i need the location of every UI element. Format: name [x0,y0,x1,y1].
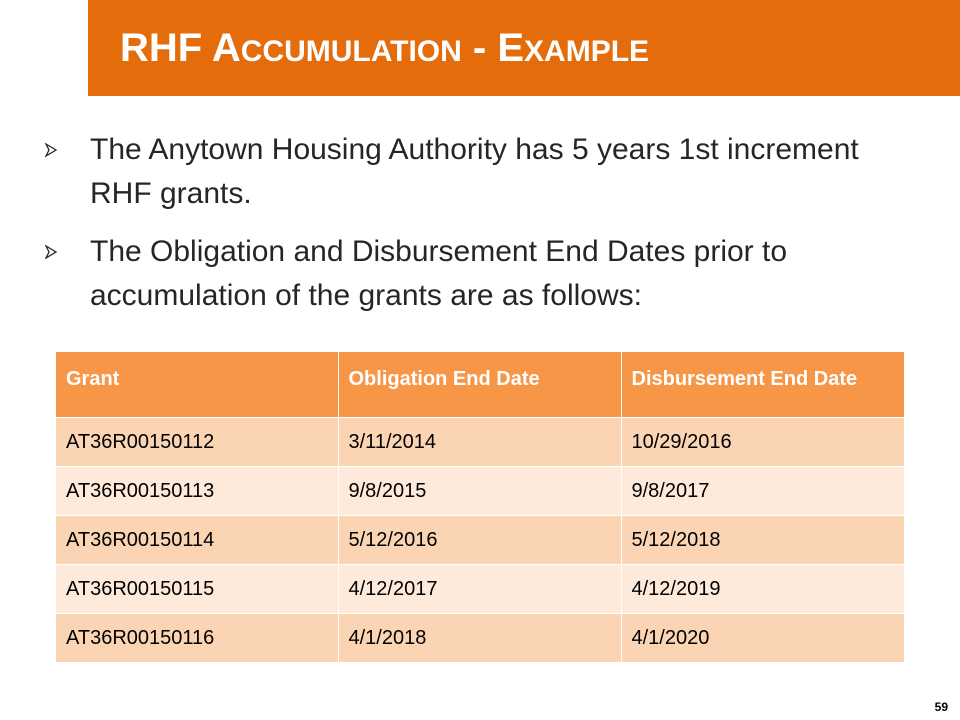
table-cell: 4/12/2017 [338,564,621,613]
table-cell: 4/1/2020 [621,613,904,662]
slide-title [120,22,649,78]
title-part: RHF A [120,26,241,70]
arrow-bullet-icon [44,143,58,157]
arrow-bullet-icon [44,245,58,259]
table-cell: 10/29/2016 [621,417,904,466]
table-cell: 5/12/2018 [621,515,904,564]
table-cell: AT36R00150115 [56,564,338,613]
column-header: Obligation End Date [338,352,621,417]
table-cell: 5/12/2016 [338,515,621,564]
table-cell: 9/8/2017 [621,466,904,515]
table-row [56,417,904,466]
table-cell: AT36R00150113 [56,466,338,515]
table-cell: 4/12/2019 [621,564,904,613]
table-cell: AT36R00150112 [56,417,338,466]
table-row [56,515,904,564]
bullet-list [44,128,924,332]
table-row [56,613,904,662]
bullet-item [44,128,924,216]
table-cell: AT36R00150114 [56,515,338,564]
table-cell: 3/11/2014 [338,417,621,466]
table-cell: 9/8/2015 [338,466,621,515]
column-header: Disbursement End Date [621,352,904,417]
table-header-row [56,352,904,417]
title-part: CCUMULATION [240,35,462,68]
table-cell: 4/1/2018 [338,613,621,662]
column-header: Grant [56,352,338,417]
title-part: - E [461,26,525,70]
grants-table [56,352,904,662]
bullet-text: The Anytown Housing Authority has 5 years 1st increment RHF grants. [90,133,859,210]
table-row [56,466,904,515]
bullet-text: The Obligation and Disbursement End Dates prior to accumulation of the grants are as follows: [90,235,788,312]
bullet-item [44,230,924,318]
page-number: 59 [934,700,948,714]
title-part: XAMPLE [524,35,650,68]
table-cell: AT36R00150116 [56,613,338,662]
table-row [56,564,904,613]
